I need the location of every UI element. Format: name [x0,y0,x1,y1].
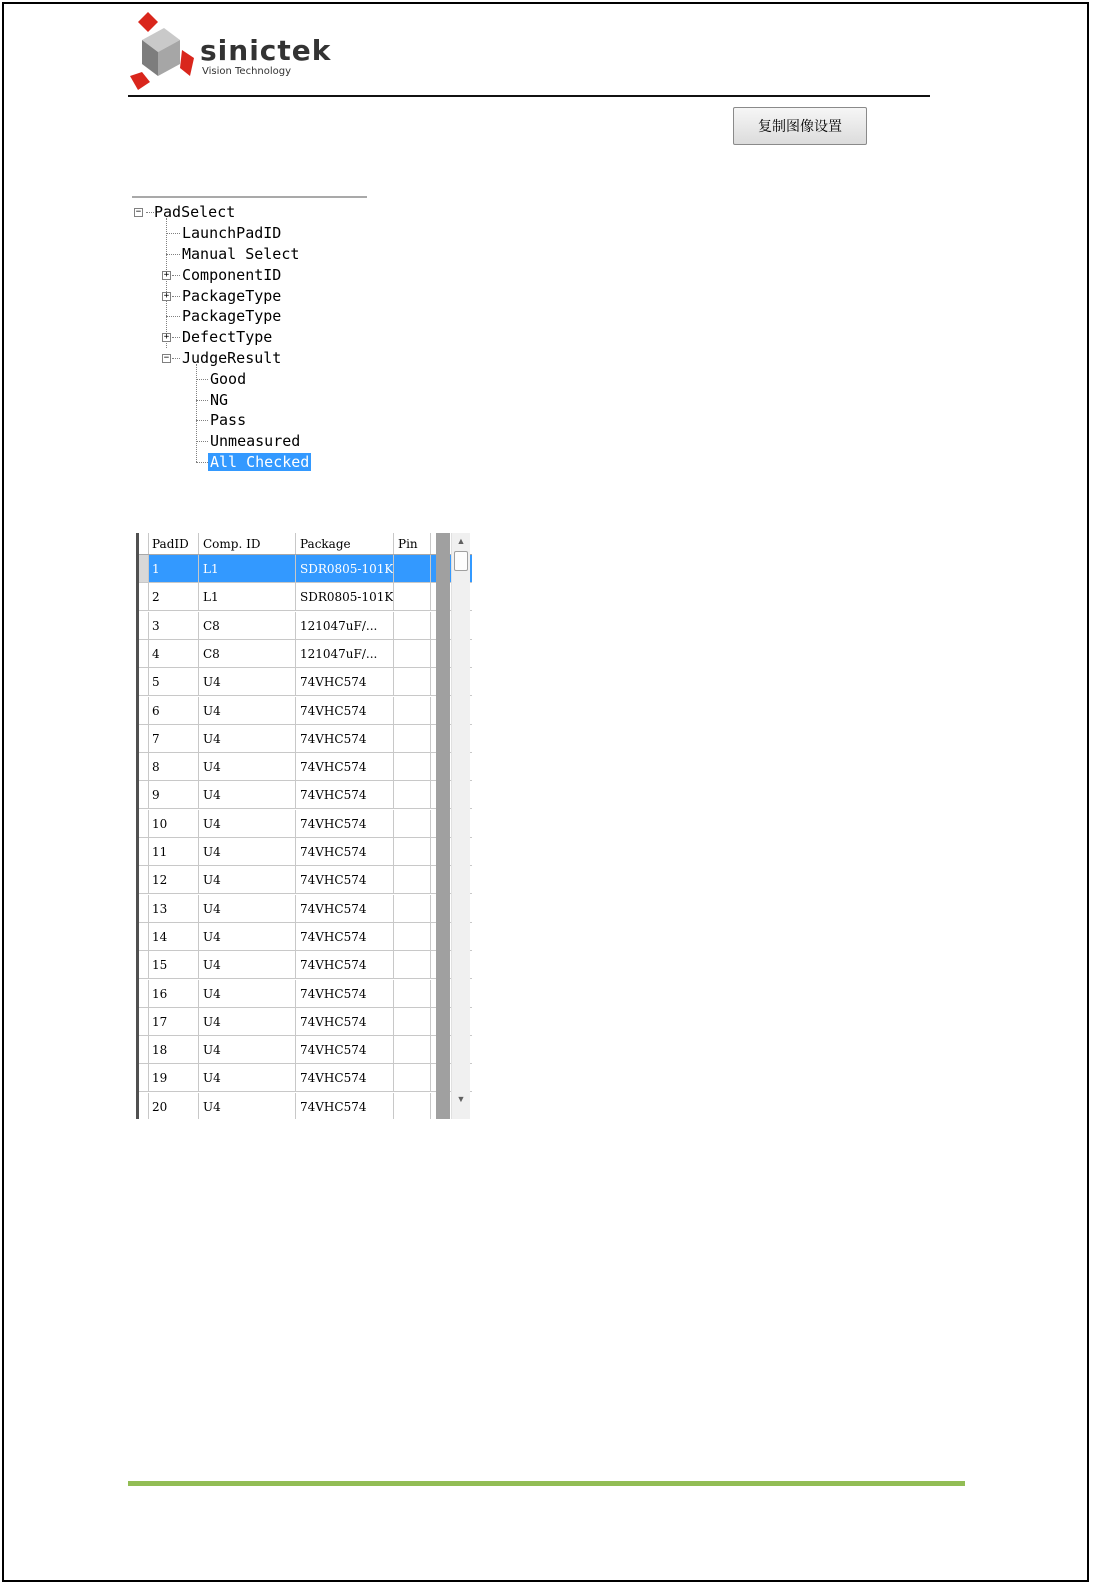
table-row[interactable] [139,866,472,894]
tree-node-all-checked[interactable] [208,452,311,473]
table-cell[interactable]: U4 [199,725,296,752]
tree-node-defecttype[interactable] [182,327,272,348]
scroll-down-arrow-icon[interactable]: ▼ [456,1094,466,1104]
table-row[interactable] [139,1008,472,1036]
table-cell[interactable]: 74VHC574 [296,1036,394,1063]
table-cell[interactable] [394,640,431,667]
grid-header-row [139,533,472,555]
table-cell[interactable]: U4 [199,1008,296,1035]
tree-node-ng[interactable] [210,390,228,411]
table-cell[interactable]: 11 [148,838,199,865]
column-header[interactable]: Package [296,533,394,554]
tree-node-manual-select[interactable] [182,244,299,265]
table-cell[interactable]: 74VHC574 [296,866,394,893]
table-row[interactable] [139,781,472,809]
table-cell[interactable]: 74VHC574 [296,668,394,695]
table-cell[interactable] [394,583,431,610]
tree-node-unmeasured[interactable] [210,431,300,452]
table-row[interactable] [139,640,472,668]
table-row[interactable] [139,725,472,753]
logo-wordmark: sinictek [200,34,332,67]
tree-node-label: PackageType [182,287,282,305]
grid-empty-area [436,533,450,1119]
table-row[interactable] [139,1093,472,1119]
table-row[interactable] [139,583,472,611]
table-cell[interactable]: U4 [199,838,296,865]
table-row[interactable] [139,612,472,640]
table-cell[interactable]: 10 [148,810,199,837]
table-cell[interactable]: 14 [148,923,199,950]
table-cell[interactable]: 2 [148,583,199,610]
tree-connector [196,462,208,464]
table-cell[interactable] [394,1036,431,1063]
tree-node-pass[interactable] [210,410,246,431]
tree-node-label: PackageType [182,307,282,325]
table-cell[interactable] [394,838,431,865]
table-cell[interactable]: 19 [148,1064,199,1091]
table-cell[interactable]: U4 [199,951,296,978]
table-cell[interactable]: U4 [199,1093,296,1119]
tree-connector [172,275,180,277]
table-cell[interactable]: L1 [199,555,296,582]
table-cell[interactable]: U4 [199,866,296,893]
table-cell[interactable]: 3 [148,612,199,639]
table-cell[interactable]: 12 [148,866,199,893]
table-cell[interactable]: 6 [148,697,199,724]
table-row[interactable] [139,668,472,696]
table-cell[interactable] [394,612,431,639]
table-cell[interactable]: 74VHC574 [296,810,394,837]
table-cell[interactable]: 18 [148,1036,199,1063]
table-cell[interactable]: 74VHC574 [296,1093,394,1119]
tree-node-label: NG [210,391,229,409]
tree-node-label: JudgeResult [182,349,282,367]
table-cell[interactable]: C8 [199,640,296,667]
tree-connector [172,296,180,298]
scroll-up-arrow-icon[interactable]: ▲ [456,536,466,546]
table-cell[interactable]: 74VHC574 [296,753,394,780]
logo-tagline: Vision Technology [202,66,292,77]
tree-node-packagetype[interactable] [182,306,281,327]
tree-connector [146,212,154,214]
tree-connector [172,358,180,360]
table-cell[interactable]: U4 [199,980,296,1007]
table-cell[interactable]: 13 [148,895,199,922]
table-cell[interactable]: U4 [199,923,296,950]
tree-node-label: ComponentID [182,266,282,284]
table-cell[interactable]: SDR0805-101K [296,583,394,610]
tree-node-label: Pass [210,411,247,429]
tree-node-label: PadSelect [154,203,236,221]
table-cell[interactable]: 74VHC574 [296,781,394,808]
table-cell[interactable]: 9 [148,781,199,808]
collapse-icon[interactable]: − [163,353,170,363]
table-cell[interactable] [394,753,431,780]
vertical-scrollbar[interactable] [451,533,470,1119]
copy-image-settings-button[interactable]: 复制图像设置 [733,107,867,145]
table-row[interactable] [139,753,472,781]
table-cell[interactable] [394,668,431,695]
table-cell[interactable]: 74VHC574 [296,980,394,1007]
table-cell[interactable] [394,980,431,1007]
tree-node-componentid[interactable] [182,265,281,286]
scroll-thumb[interactable] [454,551,468,571]
table-cell[interactable]: 7 [148,725,199,752]
tree-connector [196,400,208,402]
table-cell[interactable] [394,1008,431,1035]
collapse-icon[interactable]: − [135,207,142,217]
table-cell[interactable]: 74VHC574 [296,697,394,724]
column-header[interactable]: Comp. ID [199,533,296,554]
tree-connector [196,379,208,381]
table-cell[interactable] [394,810,431,837]
table-cell[interactable]: U4 [199,1064,296,1091]
table-row[interactable] [139,555,472,583]
table-cell[interactable]: U4 [199,697,296,724]
table-cell[interactable]: 74VHC574 [296,725,394,752]
table-cell[interactable]: 5 [148,668,199,695]
table-row[interactable] [139,980,472,1008]
footer-rule [128,1481,965,1486]
table-cell[interactable]: U4 [199,895,296,922]
tree-node-launchpadid[interactable] [182,223,281,244]
table-cell[interactable]: U4 [199,668,296,695]
table-row[interactable] [139,810,472,838]
tree-node-good[interactable] [210,369,246,390]
cube-logo-icon [128,10,206,92]
tree-connector [196,441,208,443]
tree-node-label: Manual Select [182,245,300,263]
table-cell[interactable]: U4 [199,753,296,780]
table-cell[interactable]: SDR0805-101K [296,555,394,582]
tree-node-label: Unmeasured [210,432,301,450]
tree-connector [172,337,180,339]
header-divider [128,95,930,97]
table-row[interactable] [139,1064,472,1092]
tree-connector [166,218,168,348]
table-cell[interactable]: 74VHC574 [296,951,394,978]
table-cell[interactable] [394,555,431,582]
expand-icon[interactable]: + [163,332,170,342]
table-row[interactable] [139,697,472,725]
table-cell[interactable]: U4 [199,1036,296,1063]
table-row[interactable] [139,923,472,951]
table-cell[interactable] [394,923,431,950]
table-cell[interactable] [394,1093,431,1119]
table-cell[interactable]: U4 [199,781,296,808]
table-cell[interactable]: U4 [199,810,296,837]
table-cell[interactable] [394,1064,431,1091]
table-cell[interactable]: 1 [148,555,199,582]
table-cell[interactable] [394,866,431,893]
table-cell[interactable] [394,725,431,752]
table-cell[interactable]: 8 [148,753,199,780]
table-cell[interactable]: 74VHC574 [296,895,394,922]
table-row[interactable] [139,838,472,866]
table-cell[interactable]: L1 [199,583,296,610]
table-cell[interactable]: 20 [148,1093,199,1119]
table-cell[interactable] [394,697,431,724]
table-row[interactable] [139,951,472,979]
table-cell[interactable]: 74VHC574 [296,838,394,865]
table-cell[interactable]: 16 [148,980,199,1007]
pad-data-grid [136,533,472,1119]
tree-node-packagetype[interactable] [182,286,281,307]
tree-node-label: DefectType [182,328,273,346]
tree-node-label: LaunchPadID [182,224,282,242]
tree-node-padselect[interactable] [154,202,235,223]
tree-connector [166,233,180,235]
table-row[interactable] [139,895,472,923]
pad-select-tree [132,196,367,498]
table-cell[interactable]: 121047uF/... [296,640,394,667]
table-cell[interactable]: 17 [148,1008,199,1035]
table-cell[interactable]: 74VHC574 [296,923,394,950]
table-cell[interactable]: 121047uF/... [296,612,394,639]
table-cell[interactable]: 74VHC574 [296,1064,394,1091]
table-cell[interactable] [394,895,431,922]
tree-connector [166,254,180,256]
expand-icon[interactable]: + [163,270,170,280]
tree-node-label: All Checked [210,453,310,471]
expand-icon[interactable]: + [163,291,170,301]
table-cell[interactable]: 15 [148,951,199,978]
table-cell[interactable]: 74VHC574 [296,1008,394,1035]
table-cell[interactable] [394,951,431,978]
table-row[interactable] [139,1036,472,1064]
tree-connector [166,316,180,318]
table-cell[interactable] [394,781,431,808]
tree-node-judgeresult[interactable] [182,348,281,369]
tree-node-label: Good [210,370,247,388]
table-cell[interactable]: 4 [148,640,199,667]
tree-connector [196,420,208,422]
table-cell[interactable]: C8 [199,612,296,639]
column-header[interactable]: Pin [394,533,431,554]
column-header[interactable]: PadID [148,533,199,554]
